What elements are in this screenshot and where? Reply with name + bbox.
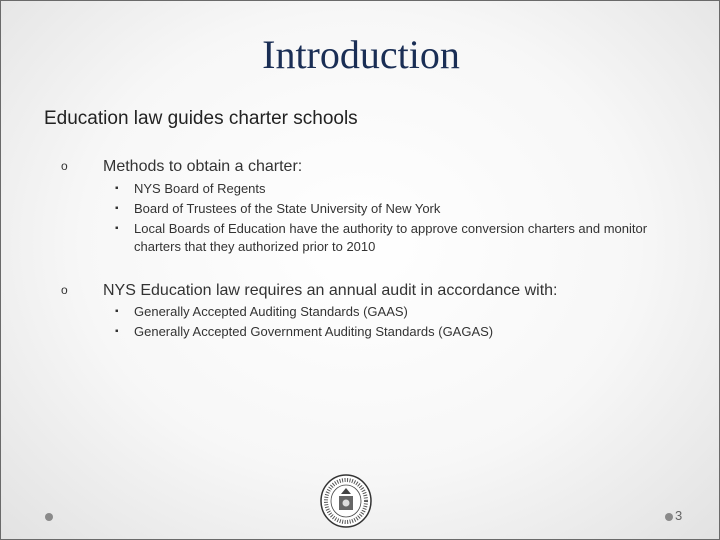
sub-bullet-text: Local Boards of Education have the authority to approve conversion charters and monitor charters that they authorized prior to 2010 bbox=[134, 221, 648, 254]
square-bullet-icon: ▪ bbox=[115, 306, 119, 317]
square-bullet-icon: ▪ bbox=[115, 326, 119, 337]
footer-dot-icon bbox=[45, 513, 53, 521]
page-number: 3 bbox=[675, 508, 683, 523]
sub-bullet-text: Generally Accepted Auditing Standards (GAAS) bbox=[134, 304, 408, 319]
bullet-text: Methods to obtain a charter: bbox=[103, 158, 303, 175]
square-bullet-icon: ▪ bbox=[115, 183, 119, 194]
bullet-text: NYS Education law requires an annual audit in accordance with: bbox=[103, 282, 558, 299]
square-bullet-icon: ▪ bbox=[115, 223, 119, 234]
square-bullet-icon: ▪ bbox=[115, 203, 119, 214]
slide-title: Introduction bbox=[262, 32, 460, 77]
sub-bullet-text: NYS Board of Regents bbox=[134, 181, 266, 196]
circle-bullet-icon: o bbox=[61, 283, 68, 297]
slide-heading: Education law guides charter schools bbox=[44, 108, 358, 129]
sub-bullet-text: Board of Trustees of the State University of New York bbox=[134, 201, 441, 216]
state-seal-icon bbox=[319, 474, 373, 528]
footer-dot-icon bbox=[665, 513, 673, 521]
sub-bullet-text: Generally Accepted Government Auditing Standards (GAGAS) bbox=[134, 324, 494, 339]
circle-bullet-icon: o bbox=[61, 159, 68, 173]
